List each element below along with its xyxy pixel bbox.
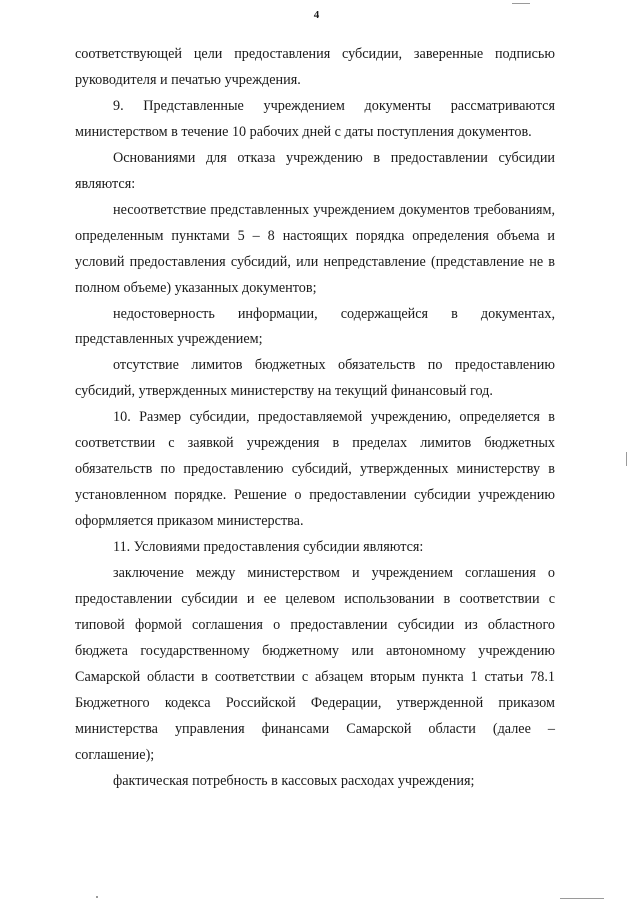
document-body xyxy=(75,42,555,795)
scan-speck-bottom-right xyxy=(560,898,604,899)
scan-speck-bottom-left xyxy=(96,896,98,898)
paragraph-nonconformity: несоответствие представленных учреждением документов требованиям, определенным пунктами 5 – 8 настоящих порядка определения объема и условий предоставления субсидий, или непредставление (представление не в полном объеме) указанных документов; xyxy=(75,201,555,296)
scan-speck-top-right xyxy=(512,3,530,4)
paragraph-item-11: 11. Условиями предоставления субсидии являются: xyxy=(113,539,424,556)
scan-speck-right-edge xyxy=(626,452,627,466)
paragraph-refusal-grounds: Основаниями для отказа учреждению в предоставлении субсидии являются: xyxy=(75,149,555,192)
paragraph-unreliability: недостоверность информации, содержащейся в документах, представленных учреждением; xyxy=(75,305,555,348)
paragraph-no-limits: отсутствие лимитов бюджетных обязательств по предоставлению субсидий, утвержденных министерству на текущий финансовый год. xyxy=(75,357,555,400)
paragraph-agreement-condition: заключение между министерством и учреждением соглашения о предоставлении субсидии и ее целевом использовании в соответствии с типовой формой соглашения о предоставлении субсидии из областного бюджета государственному бюджетному или автономному учреждению Самарской области в соответствии с абзацем вторым пункта 1 статьи 78.1 Бюджетного кодекса Российской Федерации, утвержденной приказом министерства управления финансами Самарской области (далее – соглашение); xyxy=(75,565,555,763)
page-number: 4 xyxy=(313,9,320,21)
paragraph-item-9: 9. Представленные учреждением документы рассматриваются министерством в течение 10 рабочих дней с даты поступления документов. xyxy=(75,97,555,140)
paragraph-item-10: 10. Размер субсидии, предоставляемой учреждению, определяется в соответствии с заявкой учреждения в пределах лимитов бюджетных обязательств по предоставлению субсидий, утвержденных министерству в установленном порядке. Решение о предоставлении субсидии учреждению оформляется приказом министерства. xyxy=(75,409,555,530)
paragraph-continuation: соответствующей цели предоставления субсидии, заверенные подписью руководителя и печатью учреждения. xyxy=(75,46,555,88)
paragraph-actual-need-condition: фактическая потребность в кассовых расходах учреждения; xyxy=(113,772,475,789)
